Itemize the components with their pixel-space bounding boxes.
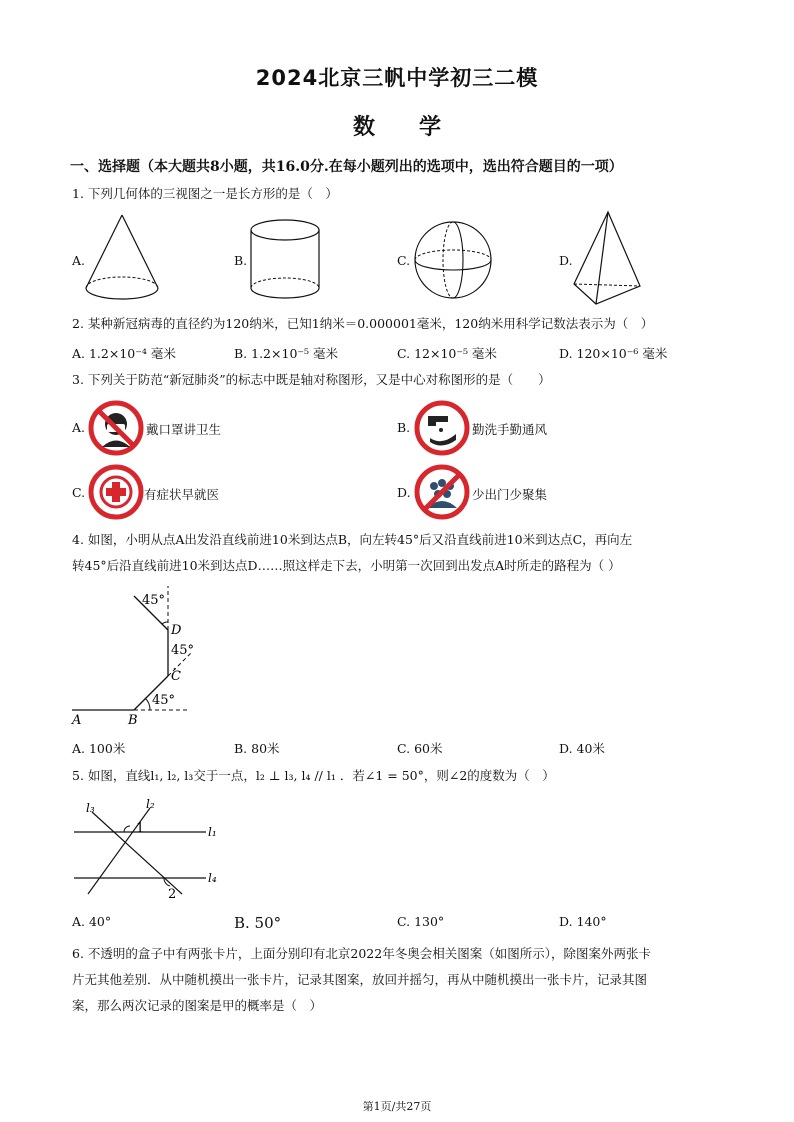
q2-option-c: C. 12×10⁻⁵ 毫米 — [397, 346, 497, 361]
q5-option-b: B. 50° — [234, 914, 282, 932]
figure-label-l2: l₂ — [146, 797, 155, 811]
question-1-text: 1. 下列几何体的三视图之一是长方形的是（ ） — [72, 186, 338, 201]
figure-label-d: D — [171, 623, 182, 638]
question-6-line1: 6. 不透明的盒子中有两张卡片，上面分别印有北京2022年冬奥会相关图案（如图所示），除图案外两张卡 — [72, 946, 651, 961]
q3-option-b-letter: B. — [397, 420, 411, 435]
question-4-text-line1: 4. 如图，小明从点A出发沿直线前进10米到达点B，向左转45°后又沿直线前进10米到达点C，再向左 — [72, 532, 633, 547]
q2-option-d: D. 120×10⁻⁶ 毫米 — [559, 346, 668, 361]
figure-label-a: A — [72, 713, 82, 726]
q3-option-b-label: 勤洗手勤通风 — [472, 422, 548, 437]
figure-angle-bottom: 45° — [152, 693, 176, 708]
q2-option-b: B. 1.2×10⁻⁵ 毫米 — [234, 346, 338, 361]
subject-title: 数 学 — [352, 115, 441, 140]
handwash-sign-icon — [414, 400, 470, 456]
q3-option-a-letter: A. — [72, 420, 86, 435]
section-heading: 一、选择题（本大题共8小题，共16.0分.在每小题列出的选项中，选出符合题目的一项） — [70, 159, 623, 175]
figure-label-l4: l₄ — [208, 871, 217, 885]
q1-option-c-letter: C. — [397, 253, 411, 268]
q2-option-a: A. 1.2×10⁻⁴ 毫米 — [72, 346, 176, 361]
q3-option-d-letter: D. — [397, 485, 411, 500]
q5-option-c: C. 130° — [397, 914, 445, 929]
lines-figure — [70, 796, 230, 906]
q1-option-b-letter: B. — [234, 253, 248, 268]
q5-option-d: D. 140° — [559, 914, 607, 929]
cone-figure — [82, 210, 162, 305]
mask-sign-icon — [88, 400, 144, 456]
figure-angle-mid: 45° — [171, 643, 195, 658]
figure-angle-2: 2 — [168, 887, 177, 902]
q4-option-b: B. 80米 — [234, 741, 280, 756]
question-4-text-line2: 转45°后沿直线前进10米到达点D……照这样走下去，小明第一次回到出发点A时所走的路程为（ ） — [72, 558, 621, 573]
figure-label-l3: l₃ — [86, 801, 95, 815]
figure-angle-1: 1 — [136, 821, 145, 836]
q3-option-d-label: 少出门少聚集 — [472, 487, 548, 502]
q3-option-c-label: 有症状早就医 — [144, 487, 220, 502]
figure-label-b: B — [128, 713, 138, 726]
figure-angle-top: 45° — [142, 593, 166, 608]
q4-option-d: D. 40米 — [559, 741, 605, 756]
q5-option-a: A. 40° — [72, 914, 112, 929]
q3-option-c-letter: C. — [72, 485, 86, 500]
no-gathering-sign-icon — [414, 464, 470, 520]
q4-option-c: C. 60米 — [397, 741, 443, 756]
q1-option-a-letter: A. — [72, 253, 86, 268]
path-figure — [70, 584, 200, 726]
cylinder-figure — [248, 218, 324, 303]
figure-label-l1: l₁ — [208, 825, 217, 839]
question-6-line2: 片无其他差别．从中随机摸出一张卡片，记录其图案，放回并摇匀，再从中随机摸出一张卡片，记录其图 — [72, 972, 648, 987]
question-6-line3: 案，那么两次记录的图案是甲的概率是（ ） — [72, 998, 323, 1013]
question-2-text: 2. 某种新冠病毒的直径约为120纳米，已知1纳米＝0.000001毫米，120纳米用科学记数法表示为（ ） — [72, 316, 654, 331]
question-5-text: 5. 如图，直线l₁, l₂, l₃交于一点，l₂ ⊥ l₃, l₄ // l₁ ．若∠1 = 50°，则∠2的度数为（ ） — [72, 768, 555, 783]
sphere-figure — [412, 218, 494, 303]
page-number: 第1页/共27页 — [362, 1100, 432, 1113]
figure-label-c: C — [171, 669, 181, 684]
q3-option-a-label: 戴口罩讲卫生 — [146, 422, 222, 437]
page-title: 2024北京三帆中学初三二模 — [255, 66, 539, 90]
q1-option-d-letter: D. — [559, 253, 573, 268]
medical-cross-sign-icon — [88, 464, 144, 520]
pyramid-figure — [570, 208, 646, 308]
q4-option-a: A. 100米 — [72, 741, 126, 756]
question-3-text: 3. 下列关于防范“新冠肺炎”的标志中既是轴对称图形，又是中心对称图形的是（ ） — [72, 372, 551, 387]
